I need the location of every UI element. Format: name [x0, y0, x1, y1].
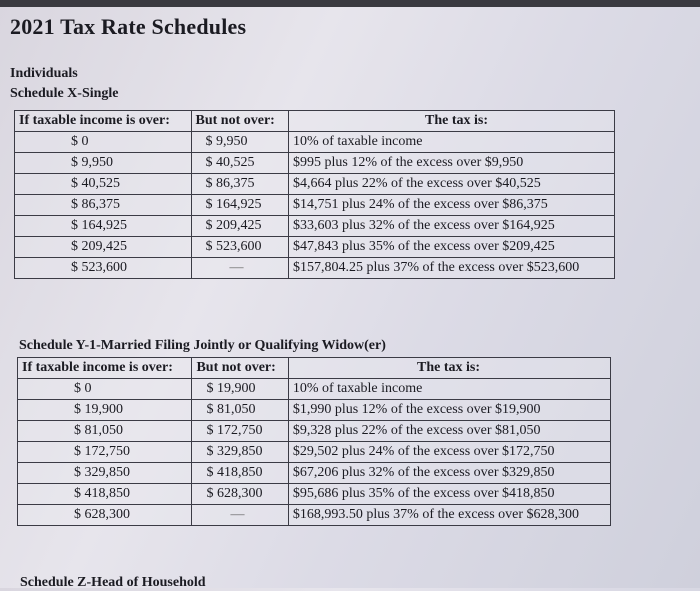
- cell-tax: $4,664 plus 22% of the excess over $40,525: [289, 174, 615, 195]
- cell-not-over: $ 628,300: [192, 484, 288, 505]
- cell-over: $ 329,850: [18, 463, 192, 484]
- cell-over: $ 40,525: [15, 174, 192, 195]
- section-label: Individuals: [10, 66, 78, 81]
- schedule-y1-title: Schedule Y-1-Married Filing Jointly or Qualifying Widow(er): [19, 338, 386, 353]
- cell-over: $ 86,375: [15, 195, 192, 216]
- cell-not-over: $ 523,600: [191, 237, 289, 258]
- cell-over: $ 209,425: [15, 237, 192, 258]
- cell-tax: $47,843 plus 35% of the excess over $209,425: [289, 237, 615, 258]
- cell-tax: $995 plus 12% of the excess over $9,950: [289, 153, 615, 174]
- cell-over: $ 9,950: [15, 153, 192, 174]
- cell-tax: $33,603 plus 32% of the excess over $164,925: [289, 216, 615, 237]
- cell-not-over: $ 81,050: [192, 400, 288, 421]
- schedule-x-table: [14, 110, 615, 279]
- table-row: [15, 153, 615, 174]
- schedule-x-title: Schedule X-Single: [10, 86, 119, 101]
- cell-tax: 10% of taxable income: [289, 132, 615, 153]
- cell-tax: $14,751 plus 24% of the excess over $86,375: [289, 195, 615, 216]
- cell-not-over: $ 164,925: [191, 195, 289, 216]
- table-row: [18, 400, 611, 421]
- table-row: [18, 442, 611, 463]
- header-over: If taxable income is over:: [18, 358, 192, 379]
- cell-not-over: $ 329,850: [192, 442, 288, 463]
- header-over: If taxable income is over:: [15, 111, 192, 132]
- cell-tax: $29,502 plus 24% of the excess over $172,750: [288, 442, 610, 463]
- cell-over: $ 523,600: [15, 258, 192, 279]
- cell-not-over: $ 172,750: [192, 421, 288, 442]
- cell-not-over: $ 209,425: [191, 216, 289, 237]
- header-tax: The tax is:: [288, 358, 610, 379]
- cell-over: $ 19,900: [18, 400, 192, 421]
- cell-tax: 10% of taxable income: [288, 379, 610, 400]
- cell-not-over: $ 9,950: [191, 132, 289, 153]
- cell-over: $ 418,850: [18, 484, 192, 505]
- schedule-y1-table: [17, 357, 611, 526]
- cell-tax: $67,206 plus 32% of the excess over $329,850: [288, 463, 610, 484]
- cell-over: $ 0: [18, 379, 192, 400]
- cell-over: $ 164,925: [15, 216, 192, 237]
- table-row: [15, 195, 615, 216]
- cell-tax: $1,990 plus 12% of the excess over $19,900: [288, 400, 610, 421]
- cell-not-over: $ 19,900: [192, 379, 288, 400]
- table-row: [15, 237, 615, 258]
- cell-not-over: —: [230, 507, 245, 522]
- cell-not-over: $ 40,525: [191, 153, 289, 174]
- table-header-row: [18, 358, 611, 379]
- table-row: [18, 484, 611, 505]
- header-not-over: But not over:: [191, 111, 289, 132]
- table-row: [15, 258, 615, 279]
- table-row: [18, 505, 611, 526]
- cell-over: $ 628,300: [18, 505, 192, 526]
- cell-over: $ 81,050: [18, 421, 192, 442]
- cell-tax: $9,328 plus 22% of the excess over $81,050: [288, 421, 610, 442]
- cell-tax: $168,993.50 plus 37% of the excess over $628,300: [288, 505, 610, 526]
- cell-not-over: $ 86,375: [191, 174, 289, 195]
- table-row: [18, 379, 611, 400]
- table-row: [18, 463, 611, 484]
- cell-over: $ 172,750: [18, 442, 192, 463]
- page-title: 2021 Tax Rate Schedules: [10, 14, 247, 39]
- table-row: [18, 421, 611, 442]
- top-edge-bar: [0, 0, 700, 7]
- header-not-over: But not over:: [192, 358, 288, 379]
- table-row: [15, 174, 615, 195]
- schedule-z-title: Schedule Z-Head of Household: [20, 575, 206, 590]
- table-header-row: [15, 111, 615, 132]
- cell-over: $ 0: [15, 132, 192, 153]
- table-row: [15, 132, 615, 153]
- table-row: [15, 216, 615, 237]
- cell-tax: $95,686 plus 35% of the excess over $418,850: [288, 484, 610, 505]
- cell-tax: $157,804.25 plus 37% of the excess over $523,600: [289, 258, 615, 279]
- cell-not-over: $ 418,850: [192, 463, 288, 484]
- header-tax: The tax is:: [289, 111, 615, 132]
- cell-not-over: —: [229, 260, 244, 275]
